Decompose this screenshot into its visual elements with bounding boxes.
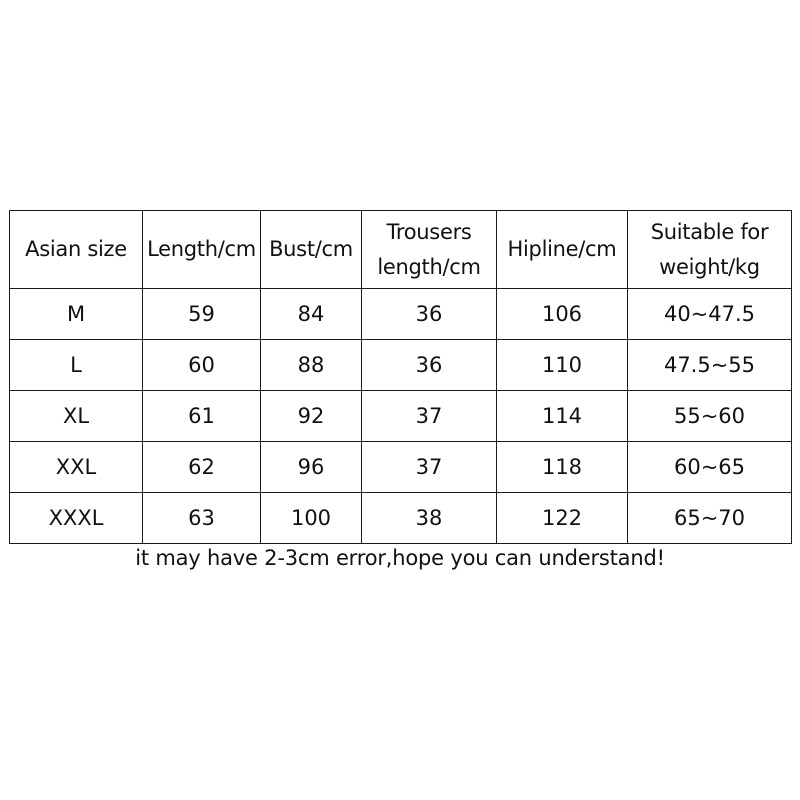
- cell-trousers-length: 36: [362, 340, 497, 391]
- cell-size: XL: [10, 391, 143, 442]
- cell-bust: 92: [261, 391, 362, 442]
- cell-trousers-length: 38: [362, 493, 497, 544]
- header-asian-size: Asian size: [10, 211, 143, 289]
- header-length: Length/cm: [143, 211, 261, 289]
- cell-hipline: 118: [497, 442, 628, 493]
- cell-trousers-length: 37: [362, 391, 497, 442]
- size-chart-table: [9, 210, 792, 544]
- header-trousers-line-2: length/cm: [377, 254, 481, 279]
- cell-hipline: 110: [497, 340, 628, 391]
- header-row: [10, 211, 792, 289]
- table-row: [10, 391, 792, 442]
- table-row: [10, 493, 792, 544]
- cell-hipline: 106: [497, 289, 628, 340]
- cell-trousers-length: 37: [362, 442, 497, 493]
- header-trousers-length: [362, 211, 497, 289]
- cell-size: XXL: [10, 442, 143, 493]
- cell-bust: 100: [261, 493, 362, 544]
- size-chart-header: [10, 211, 792, 289]
- cell-hipline: 122: [497, 493, 628, 544]
- cell-length: 62: [143, 442, 261, 493]
- header-trousers-line-1: Trousers: [386, 219, 472, 244]
- cell-bust: 84: [261, 289, 362, 340]
- size-chart-body: [10, 289, 792, 544]
- cell-length: 61: [143, 391, 261, 442]
- cell-length: 60: [143, 340, 261, 391]
- cell-hipline: 114: [497, 391, 628, 442]
- cell-weight: 40~47.5: [628, 289, 792, 340]
- cell-size: M: [10, 289, 143, 340]
- cell-weight: 47.5~55: [628, 340, 792, 391]
- cell-bust: 88: [261, 340, 362, 391]
- table-row: [10, 340, 792, 391]
- cell-weight: 65~70: [628, 493, 792, 544]
- header-weight-line-2: weight/kg: [659, 254, 760, 279]
- cell-size: XXXL: [10, 493, 143, 544]
- cell-weight: 60~65: [628, 442, 792, 493]
- header-hipline: Hipline/cm: [497, 211, 628, 289]
- header-weight-line-1: Suitable for: [650, 219, 769, 244]
- header-suitable-weight: [628, 211, 792, 289]
- cell-weight: 55~60: [628, 391, 792, 442]
- cell-trousers-length: 36: [362, 289, 497, 340]
- cell-size: L: [10, 340, 143, 391]
- header-bust: Bust/cm: [261, 211, 362, 289]
- table-row: [10, 442, 792, 493]
- table-row: [10, 289, 792, 340]
- error-note: it may have 2-3cm error,hope you can understand!: [135, 546, 665, 570]
- cell-length: 59: [143, 289, 261, 340]
- cell-bust: 96: [261, 442, 362, 493]
- cell-length: 63: [143, 493, 261, 544]
